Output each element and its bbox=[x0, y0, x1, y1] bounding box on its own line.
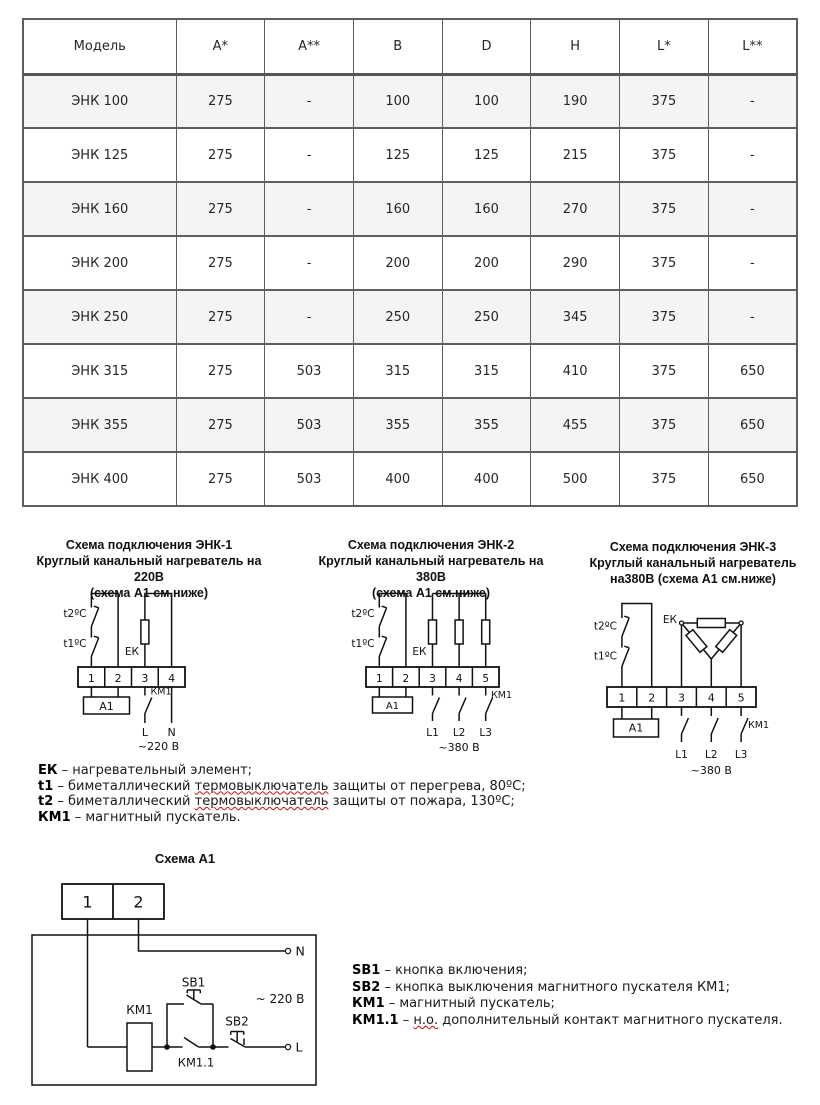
table-row bbox=[23, 290, 797, 344]
table-cell: 100 bbox=[353, 74, 442, 128]
km1-label: КМ1 bbox=[491, 690, 512, 701]
ek-label: ЕК bbox=[124, 646, 139, 658]
legend-item: ЕК – нагревательный элемент; bbox=[38, 763, 253, 778]
table-header-cell: B bbox=[353, 19, 442, 74]
table-cell: 275 bbox=[176, 452, 265, 506]
phase-l3-label: L3 bbox=[734, 749, 748, 761]
terminal-1: 1 bbox=[82, 892, 93, 912]
t1-switch-icon bbox=[379, 636, 386, 656]
table-cell: 650 bbox=[708, 452, 797, 506]
terminal-1: 1 bbox=[618, 691, 626, 705]
phase-n-label: N bbox=[167, 726, 176, 739]
table-row bbox=[23, 74, 797, 128]
table-cell: 375 bbox=[620, 398, 709, 452]
table-cell: 160 bbox=[442, 182, 531, 236]
thermal-switch-loop bbox=[379, 594, 406, 668]
t2-label: t2ºC bbox=[63, 608, 87, 620]
table-header-cell: A** bbox=[265, 19, 354, 74]
legend-item: SB1 – кнопка включения; bbox=[352, 963, 528, 978]
km1-contacts bbox=[682, 707, 749, 742]
table-cell: 400 bbox=[353, 452, 442, 506]
legend-item: КМ1 – магнитный пускатель; bbox=[352, 996, 555, 1012]
table-cell: ЭНК 100 bbox=[23, 74, 176, 128]
buttons-legend bbox=[352, 963, 783, 1029]
t1-label: t1ºC bbox=[351, 638, 375, 650]
table-header-cell: L** bbox=[708, 19, 797, 74]
diagram2-circuit bbox=[350, 583, 518, 755]
table-row bbox=[23, 128, 797, 182]
heater-resistor-icon bbox=[482, 620, 490, 644]
t2-switch-icon bbox=[622, 616, 629, 636]
table-cell: 275 bbox=[176, 290, 265, 344]
voltage-label: ~220 В bbox=[137, 740, 180, 753]
terminal-strip bbox=[62, 884, 164, 919]
voltage-label: ~380 В bbox=[690, 764, 732, 777]
table-cell: ЭНК 315 bbox=[23, 344, 176, 398]
km1-label: КМ1 bbox=[126, 1003, 153, 1017]
table-cell: - bbox=[265, 182, 354, 236]
table-cell: 190 bbox=[531, 74, 620, 128]
t2-label: t2ºC bbox=[593, 620, 617, 633]
components-legend bbox=[38, 763, 526, 825]
table-cell: 125 bbox=[442, 128, 531, 182]
km1-label: КМ1 bbox=[748, 720, 769, 731]
table-cell: 503 bbox=[265, 398, 354, 452]
terminal-3: 3 bbox=[678, 691, 685, 705]
km1-coil-icon bbox=[127, 1023, 152, 1071]
table-header-cell: H bbox=[531, 19, 620, 74]
t1-label: t1ºC bbox=[593, 650, 617, 663]
phase-l1-label: L1 bbox=[675, 749, 688, 761]
table-cell: 375 bbox=[620, 452, 709, 506]
terminal-2: 2 bbox=[133, 892, 144, 912]
table-cell: 275 bbox=[176, 398, 265, 452]
diagram3-title bbox=[568, 539, 818, 587]
phase-l3-label: L3 bbox=[479, 727, 492, 739]
table-cell: 250 bbox=[442, 290, 531, 344]
ek-label: ЕК bbox=[412, 646, 427, 658]
terminal-4: 4 bbox=[455, 672, 463, 685]
terminal-3: 3 bbox=[141, 671, 149, 685]
diagram3-circuit bbox=[592, 596, 784, 784]
table-cell: 375 bbox=[620, 182, 709, 236]
km1-contact-blade-icon bbox=[145, 698, 152, 714]
legend-item: t2 – биметаллический термовыключатель защиты от пожара, 130ºС; bbox=[38, 794, 515, 810]
sb2-button-icon bbox=[231, 1032, 246, 1048]
table-cell: 500 bbox=[531, 452, 620, 506]
heater-bank bbox=[429, 594, 490, 668]
table-cell: 355 bbox=[442, 398, 531, 452]
diagram3-title-line2: Круглый канальный нагреватель bbox=[589, 556, 797, 570]
km11-contact-icon bbox=[167, 1038, 213, 1048]
heater-resistor-icon bbox=[141, 620, 149, 644]
table-header-cell: A* bbox=[176, 19, 265, 74]
terminal-5: 5 bbox=[482, 672, 490, 685]
km1-label: КМ1 bbox=[150, 686, 172, 698]
table-cell: 375 bbox=[620, 290, 709, 344]
table-row bbox=[23, 236, 797, 290]
phase-l2-label: L2 bbox=[705, 749, 718, 761]
table-cell: 275 bbox=[176, 74, 265, 128]
table-cell: ЭНК 160 bbox=[23, 182, 176, 236]
table-cell: 270 bbox=[531, 182, 620, 236]
table-cell: 375 bbox=[620, 236, 709, 290]
phase-l1-label: L1 bbox=[426, 727, 439, 739]
table-cell: 650 bbox=[708, 344, 797, 398]
table-cell: 375 bbox=[620, 344, 709, 398]
table-cell: 200 bbox=[353, 236, 442, 290]
table-cell: 345 bbox=[531, 290, 620, 344]
heater-resistor-icon bbox=[697, 619, 725, 628]
table-cell: 315 bbox=[442, 344, 531, 398]
phase-l2-label: L2 bbox=[452, 727, 466, 739]
km11-label: КМ1.1 bbox=[177, 1055, 215, 1070]
schema-a1-circuit bbox=[30, 872, 322, 1090]
n-terminal-icon bbox=[285, 948, 290, 953]
terminal-2: 2 bbox=[648, 691, 656, 705]
table-cell: - bbox=[265, 290, 354, 344]
thermal-switch-loop bbox=[622, 604, 652, 688]
diagram3-title-line3: на380В (схема А1 см.ниже) bbox=[610, 572, 776, 586]
l-label: L bbox=[295, 1039, 303, 1055]
dimensions-table bbox=[22, 18, 798, 507]
terminal-2: 2 bbox=[402, 672, 410, 685]
table-row bbox=[23, 182, 797, 236]
terminal-4: 4 bbox=[168, 671, 176, 685]
table-cell: 315 bbox=[353, 344, 442, 398]
table-cell: - bbox=[265, 236, 354, 290]
terminal-1: 1 bbox=[375, 672, 383, 685]
phase-l-label: L bbox=[141, 726, 148, 739]
table-row bbox=[23, 452, 797, 506]
table-header-row bbox=[23, 19, 797, 74]
t1-switch-icon bbox=[622, 646, 629, 666]
diagram2-title-line2: Круглый канальный нагреватель на 380В bbox=[318, 554, 544, 584]
a1-label: А1 bbox=[628, 721, 644, 735]
table-cell: 290 bbox=[531, 236, 620, 290]
diagram2-title-line3: (схема А1 см.ниже) bbox=[371, 586, 491, 600]
table-cell: ЭНК 200 bbox=[23, 236, 176, 290]
t1-label: t1ºC bbox=[63, 638, 87, 650]
a1-label: А1 bbox=[385, 701, 400, 712]
table-body bbox=[23, 74, 797, 506]
t1-switch-icon bbox=[91, 636, 98, 656]
voltage-label: ~380 В bbox=[438, 741, 480, 754]
terminal-2: 2 bbox=[114, 671, 122, 685]
l-terminal-icon bbox=[285, 1044, 290, 1049]
table-row bbox=[23, 344, 797, 398]
table-cell: ЭНК 355 bbox=[23, 398, 176, 452]
voltage-label: ~ 220 В bbox=[255, 992, 305, 1006]
sb1-button-icon bbox=[187, 990, 202, 1004]
heater-resistor-icon bbox=[686, 630, 707, 653]
terminal-4: 4 bbox=[707, 691, 715, 705]
table-cell: 455 bbox=[531, 398, 620, 452]
table-head bbox=[23, 19, 797, 74]
table-cell: 275 bbox=[176, 128, 265, 182]
table-cell: 375 bbox=[620, 128, 709, 182]
table-header-cell: D bbox=[442, 19, 531, 74]
table-cell: ЭНК 125 bbox=[23, 128, 176, 182]
diagram1-title-line3: (схема А1 см.ниже) bbox=[89, 586, 209, 600]
table-cell: - bbox=[708, 182, 797, 236]
heater-resistor-icon bbox=[716, 630, 737, 653]
enclosure-box bbox=[32, 935, 316, 1085]
t2-switch-icon bbox=[379, 606, 386, 626]
sb2-label: SB2 bbox=[225, 1014, 249, 1029]
t2-label: t2ºC bbox=[351, 608, 375, 620]
heater-resistor-icon bbox=[429, 620, 437, 644]
heater-delta bbox=[680, 619, 744, 688]
table-cell: - bbox=[708, 128, 797, 182]
table-cell: 355 bbox=[353, 398, 442, 452]
table-cell: 275 bbox=[176, 344, 265, 398]
table-cell: 160 bbox=[353, 182, 442, 236]
table-cell: 100 bbox=[442, 74, 531, 128]
diagram3-title-line1: Схема подключения ЭНК-3 bbox=[609, 540, 777, 554]
n-label: N bbox=[295, 943, 305, 959]
legend-item: t1 – биметаллический термовыключатель защиты от перегрева, 80ºС; bbox=[38, 778, 526, 794]
table-cell: - bbox=[708, 236, 797, 290]
terminal-1: 1 bbox=[87, 671, 95, 685]
diagram2-title-line1: Схема подключения ЭНК-2 bbox=[347, 538, 515, 552]
table-cell: - bbox=[265, 74, 354, 128]
thermal-switch-loop bbox=[91, 594, 118, 668]
table-cell: 275 bbox=[176, 236, 265, 290]
terminal-3: 3 bbox=[429, 672, 436, 685]
table-cell: 410 bbox=[531, 344, 620, 398]
table-cell: 650 bbox=[708, 398, 797, 452]
diagram1-circuit bbox=[45, 583, 270, 755]
table-cell: 215 bbox=[531, 128, 620, 182]
table-cell: 125 bbox=[353, 128, 442, 182]
km1-contacts bbox=[433, 687, 493, 721]
table-cell: ЭНК 400 bbox=[23, 452, 176, 506]
table-cell: 275 bbox=[176, 182, 265, 236]
table-row bbox=[23, 398, 797, 452]
a1-label: А1 bbox=[99, 699, 114, 713]
diagram1-title-line2: Круглый канальный нагреватель на 220В bbox=[36, 554, 262, 584]
table-cell: - bbox=[708, 290, 797, 344]
diagram1-title-line1: Схема подключения ЭНК-1 bbox=[65, 538, 233, 552]
table-header-cell: Модель bbox=[23, 19, 176, 74]
table-cell: 503 bbox=[265, 344, 354, 398]
table-header-cell: L* bbox=[620, 19, 709, 74]
table-cell: 200 bbox=[442, 236, 531, 290]
legend-item: SB2 – кнопка выключения магнитного пускателя КМ1; bbox=[352, 979, 731, 995]
table-cell: 503 bbox=[265, 452, 354, 506]
table-cell: 250 bbox=[353, 290, 442, 344]
heater-loop bbox=[141, 594, 172, 668]
sb1-label: SB1 bbox=[181, 975, 206, 990]
table-cell: ЭНК 250 bbox=[23, 290, 176, 344]
t2-switch-icon bbox=[91, 606, 98, 626]
legend-item: КМ1.1 – н.о. дополнительный контакт магнитного пускателя. bbox=[352, 1012, 783, 1028]
heater-resistor-icon bbox=[455, 620, 463, 644]
table-cell: - bbox=[708, 74, 797, 128]
table-cell: 375 bbox=[620, 74, 709, 128]
ek-label: ЕК bbox=[662, 614, 677, 626]
table-cell: 400 bbox=[442, 452, 531, 506]
table-cell: - bbox=[265, 128, 354, 182]
terminal-5: 5 bbox=[737, 691, 745, 705]
schema-a1-title: Схема А1 bbox=[154, 851, 216, 866]
legend-item: КМ1 – магнитный пускатель. bbox=[38, 809, 241, 825]
